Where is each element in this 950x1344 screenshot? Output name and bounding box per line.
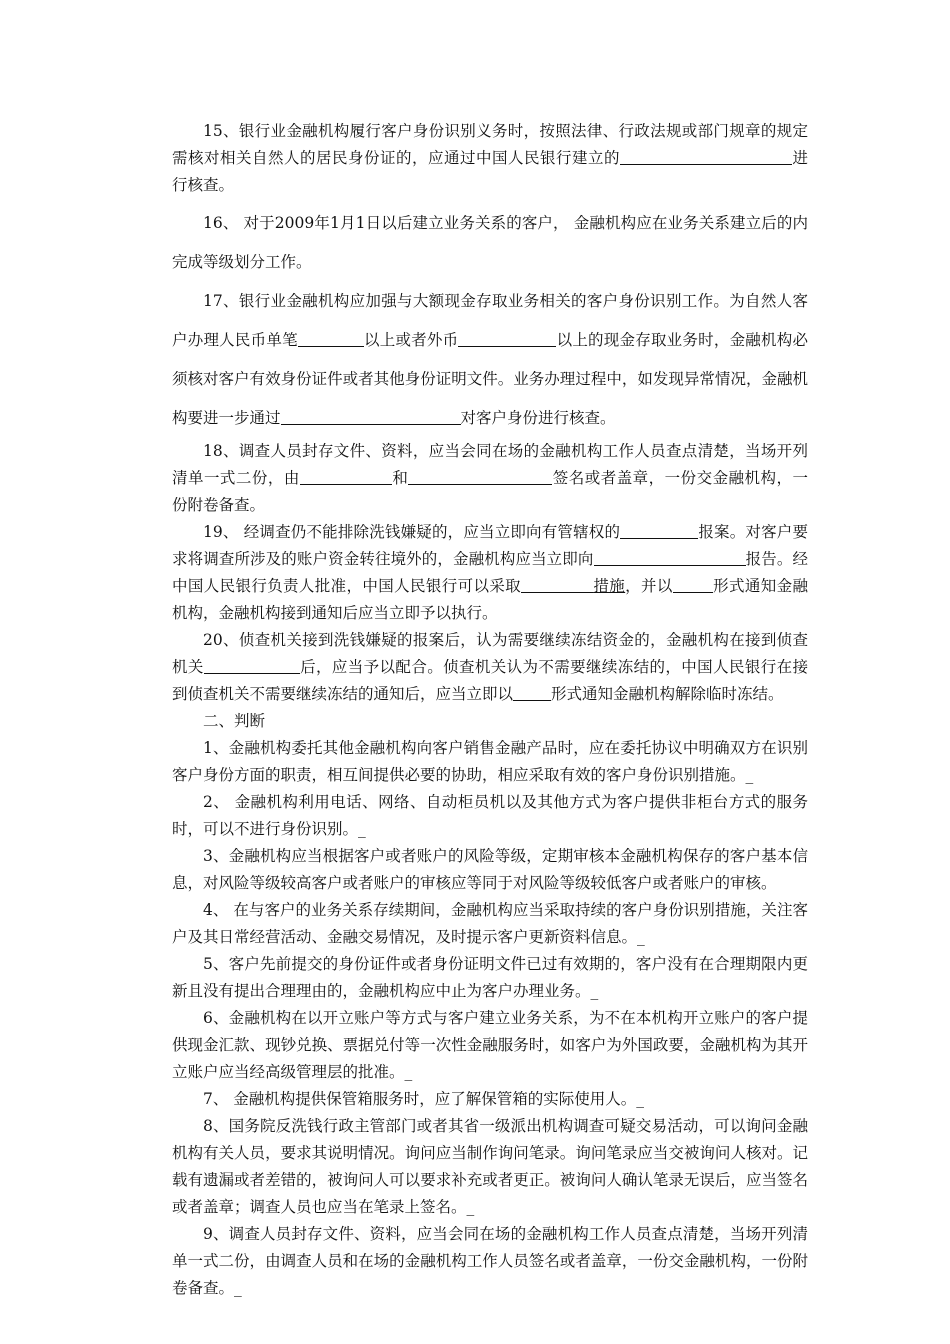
answer-blank[interactable] — [204, 657, 300, 674]
q19-measure-underlined: 措施 — [593, 577, 626, 595]
q20-text-3: 形式通知金融机构解除临时冻结。 — [551, 685, 784, 703]
judge-item-1: 1、金融机构委托其他金融机构向客户销售金融产品时，应在委托协议中明确双方在识别客户身份方面的职责，相互间提供必要的协助，相应采取有效的客户身份识别措施。_ — [172, 739, 808, 784]
answer-blank[interactable] — [620, 522, 698, 539]
q18-text-2: 和 — [391, 469, 409, 487]
answer-blank[interactable] — [408, 468, 552, 485]
q19-text-4: ，并以 — [625, 577, 673, 595]
judge-item-2: 2、 金融机构利用电话、网络、自动柜员机以及其他方式为客户提供非柜台方式的服务时，可以不进行身份识别。_ — [172, 793, 808, 838]
q17-text-4: 对客户身份进行核查。 — [460, 409, 616, 427]
answer-blank[interactable] — [281, 408, 461, 425]
question-17 — [172, 282, 808, 438]
q20-text-1: 20、侦查机关接到洗钱嫌疑的报案后，认为需要继续冻结资金的，金融机构在接到侦查机关 — [172, 631, 808, 676]
answer-blank[interactable] — [594, 549, 746, 566]
answer-blank[interactable] — [458, 330, 556, 347]
q18-text-1: 18、调查人员封存文件、资料，应当会同在场的金融机构工作人员查点清楚，当场开列清单一式二份，由 — [172, 442, 808, 487]
question-16 — [172, 204, 808, 282]
q19-text-2: 报案。对客户要求将调查所涉及的账户资金转往境外的，金融机构应当立即向 — [172, 523, 808, 568]
judge-item-6: 6、金融机构在以开立账户等方式与客户建立业务关系，为不在本机构开立账户的客户提供现金汇款、现钞兑换、票据兑付等一次性金融服务时，如客户为外国政要，金融机构为其开立账户应当经高级管理层的批准。_ — [172, 1009, 808, 1081]
answer-blank[interactable] — [673, 576, 713, 593]
question-19 — [172, 519, 808, 627]
answer-blank[interactable] — [513, 684, 551, 701]
question-15 — [172, 118, 808, 199]
q18-text-3: 签名或者盖章，一份交金融机构，一份附卷备查。 — [172, 469, 808, 514]
document-page — [172, 118, 808, 1302]
q16-text-1: 16、 对于2009年1月1日以后建立业务关系的客户， 金融机构应在业务关系建立后的 — [203, 214, 793, 232]
judge-item-9: 9、调查人员封存文件、资料，应当会同在场的金融机构工作人员查点清楚，当场开列清单一式二份，由调查人员和在场的金融机构工作人员签名或者盖章，一份交金融机构，一份附卷备查。_ — [172, 1225, 808, 1297]
judge-item-7: 7、 金融机构提供保管箱服务时，应了解保管箱的实际使用人。_ — [203, 1090, 645, 1108]
judge-item-3: 3、金融机构应当根据客户或者账户的风险等级，定期审核本金融机构保存的客户基本信息，对风险等级较高客户或者账户的审核应等同于对风险等级较低客户或者账户的审核。 — [172, 847, 808, 892]
section-heading-judge: 二、判断 — [203, 712, 266, 730]
q17-text-1: 17、银行业金融机构应加强与大额现金存取业务相关的客户身份识别工作。为自然人客户办理人民币单笔 — [172, 292, 808, 349]
q15-text-2: 进行核查。 — [172, 149, 808, 194]
q17-text-2: 以上或者外币 — [363, 331, 459, 349]
q15-text-1: 15、银行业金融机构履行客户身份识别义务时，按照法律、行政法规或部门规章的规定需核对相关自然人的居民身份证的，应通过中国人民银行建立的 — [172, 122, 808, 167]
q19-text-3: 报告。经中国人民银行负责人批准，中国人民银行可以采取 — [172, 550, 808, 595]
judge-item-8: 8、国务院反洗钱行政主管部门或者其省一级派出机构调查可疑交易活动，可以询问金融机构有关人员，要求其说明情况。询问应当制作询问笔录。询问笔录应当交被询问人核对。记载有遗漏或者差错的，被询问人可以要求补充或者更正。被询问人确认笔录无误后，应当签名或者盖章；调查人员也应当在笔录上签名。_ — [172, 1117, 808, 1216]
answer-blank[interactable] — [620, 148, 792, 165]
judge-item-5: 5、客户先前提交的身份证件或者身份证明文件已过有效期的，客户没有在合理期限内更新且没有提出合理理由的，金融机构应中止为客户办理业务。_ — [172, 955, 808, 1000]
q19-text-1: 19、 经调查仍不能排除洗钱嫌疑的，应当立即向有管辖权的 — [203, 523, 621, 541]
question-20 — [172, 627, 808, 708]
answer-blank[interactable] — [300, 468, 392, 485]
q19-text-5: 形式通知金融机构，金融机构接到通知后应当立即予以执行。 — [172, 577, 808, 622]
judge-item-4: 4、 在与客户的业务关系存续期间，金融机构应当采取持续的客户身份识别措施，关注客户及其日常经营活动、金融交易情况，及时提示客户更新资料信息。_ — [172, 901, 808, 946]
q16-text-2: 内完成等级划分工作。 — [172, 214, 808, 271]
answer-blank[interactable] — [298, 330, 364, 347]
q17-text-3: 以上的现金存取业务时，金融机构必须核对客户有效身份证件或者其他身份证明文件。业务办理过程中，如发现异常情况，金融机构要进一步通过 — [172, 331, 808, 427]
q20-text-2: 后，应当予以配合。侦查机关认为不需要继续冻结的，中国人民银行在接到侦查机关不需要继续冻结的通知后，应当立即以 — [172, 658, 808, 703]
answer-blank[interactable] — [521, 576, 593, 593]
question-18 — [172, 438, 808, 519]
